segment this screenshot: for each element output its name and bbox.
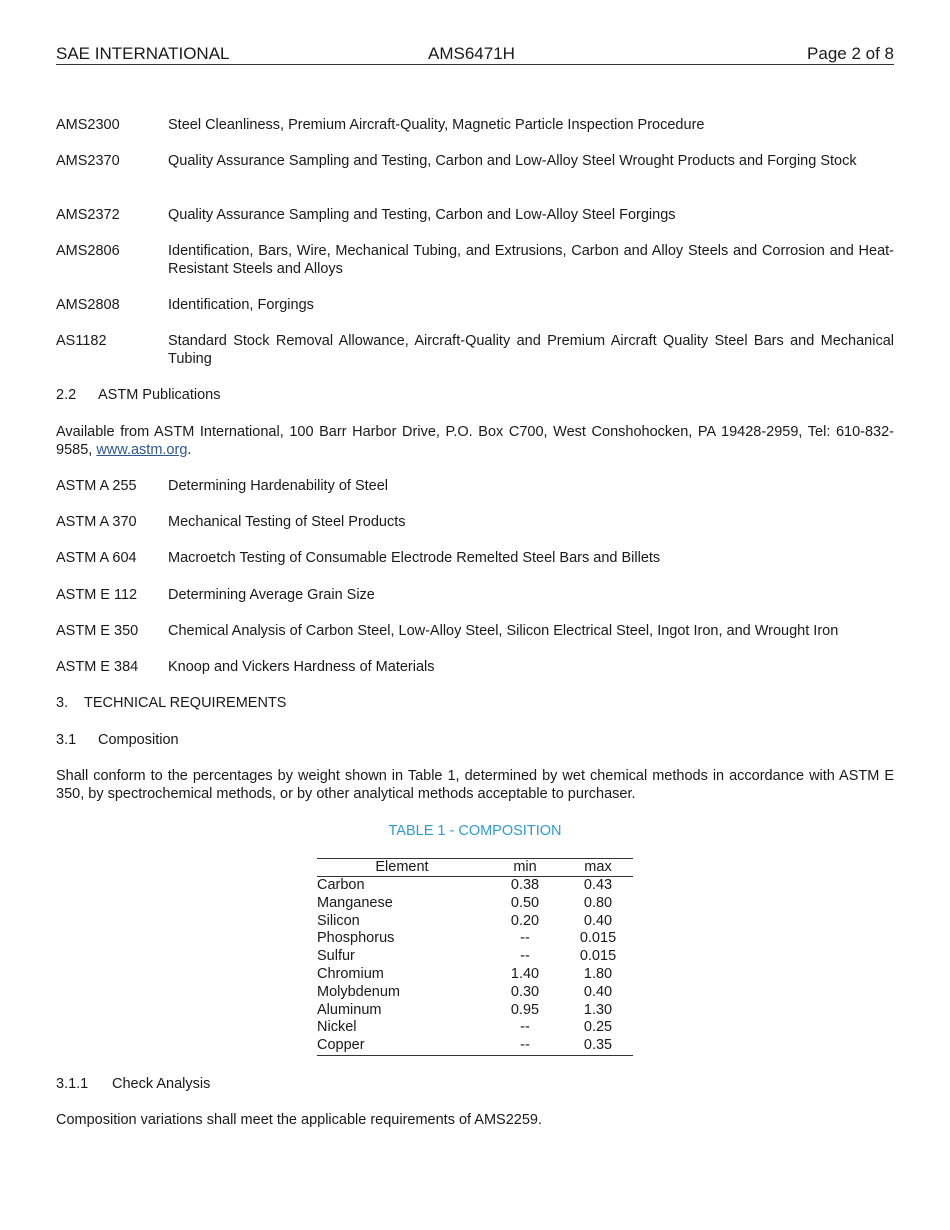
reference-description: Chemical Analysis of Carbon Steel, Low-Alloy Steel, Silicon Electrical Steel, Ingot Iron, and Wrought Iron <box>168 623 839 639</box>
cell-element: Nickel <box>317 1019 357 1036</box>
reference-code: AMS2372 <box>56 207 120 223</box>
reference-item <box>56 332 894 368</box>
section-title: Check Analysis <box>112 1076 211 1092</box>
cell-max: 0.40 <box>583 912 613 929</box>
reference-description: Knoop and Vickers Hardness of Materials <box>168 659 435 675</box>
table-row <box>317 913 633 931</box>
section-title: ASTM Publications <box>98 387 221 403</box>
reference-description: Standard Stock Removal Allowance, Aircraft-Quality and Premium Aircraft Quality Steel Bars and Mechanical Tubing <box>168 333 894 367</box>
reference-code: AS1182 <box>56 333 107 349</box>
header-doc-id: AMS6471H <box>428 44 515 63</box>
column-header-max: max <box>563 859 633 877</box>
reference-code: AMS2806 <box>56 243 120 259</box>
reference-code: AMS2808 <box>56 297 120 313</box>
section-title: TECHNICAL REQUIREMENTS <box>84 695 287 711</box>
cell-min: 0.50 <box>510 894 540 911</box>
table-row <box>317 948 633 966</box>
cell-max: 0.40 <box>583 983 613 1000</box>
column-header-element: Element <box>317 859 487 877</box>
header-page-number: Page 2 of 8 <box>807 44 894 63</box>
reference-description: Mechanical Testing of Steel Products <box>168 514 406 530</box>
cell-element: Copper <box>317 1037 487 1055</box>
reference-description: Quality Assurance Sampling and Testing, Carbon and Low-Alloy Steel Forgings <box>168 207 676 223</box>
reference-description: Determining Hardenability of Steel <box>168 478 389 494</box>
reference-description: Identification, Bars, Wire, Mechanical Tubing, and Extrusions, Carbon and Alloy Steels and Corrosion and Heat-Resistant Steels and Alloys <box>168 243 894 277</box>
reference-item <box>56 622 894 640</box>
astm-website-link[interactable]: www.astm.org <box>96 442 188 458</box>
reference-code: ASTM E 384 <box>56 659 139 675</box>
cell-element: Carbon <box>317 877 365 893</box>
reference-item <box>56 658 894 676</box>
table-row <box>317 1019 633 1037</box>
cell-max: 0.015 <box>579 948 617 965</box>
cell-min: 1.40 <box>510 965 540 982</box>
cell-min: -- <box>520 948 530 965</box>
section-heading-3-1-1 <box>56 1075 210 1093</box>
cell-max: 1.30 <box>583 1001 613 1018</box>
cell-element: Phosphorus <box>317 930 395 947</box>
cell-min: -- <box>520 1019 530 1036</box>
reference-item <box>56 549 894 567</box>
section-heading-3-1 <box>56 731 179 749</box>
table-row <box>317 930 633 948</box>
table-row <box>317 895 633 913</box>
cell-min: -- <box>520 930 530 947</box>
table-row <box>317 984 633 1002</box>
section-number: 3.1.1 <box>56 1076 89 1092</box>
table-row <box>317 1037 633 1055</box>
section-number: 3.1 <box>56 732 77 748</box>
cell-element: Sulfur <box>317 948 355 965</box>
reference-description: Quality Assurance Sampling and Testing, Carbon and Low-Alloy Steel Wrought Products and Forging Stock <box>168 153 857 169</box>
cell-min: -- <box>487 1037 563 1055</box>
section-number: 2.2 <box>56 387 77 403</box>
table-row <box>317 877 633 895</box>
reference-item <box>56 116 894 134</box>
cell-min: 0.38 <box>510 877 540 893</box>
availability-text: Available from ASTM International, 100 Barr Harbor Drive, P.O. Box C700, West Conshohocken, PA 19428-2959, Tel: 610-832-9585, <box>56 424 894 458</box>
cell-max: 0.35 <box>563 1037 633 1055</box>
availability-trailing: . <box>187 442 192 458</box>
cell-element: Aluminum <box>317 1001 382 1018</box>
cell-max: 0.80 <box>583 894 613 911</box>
composition-table <box>317 858 633 1056</box>
reference-item <box>56 477 894 495</box>
cell-max: 0.25 <box>583 1019 613 1036</box>
cell-element: Manganese <box>317 894 393 911</box>
cell-max: 1.80 <box>583 965 613 982</box>
cell-min: 0.20 <box>510 912 540 929</box>
reference-description: Steel Cleanliness, Premium Aircraft-Quality, Magnetic Particle Inspection Procedure <box>168 117 705 133</box>
column-header-min: min <box>487 859 563 877</box>
table-row <box>317 966 633 984</box>
table-header-row <box>317 859 633 877</box>
reference-description: Determining Average Grain Size <box>168 587 375 603</box>
reference-code: AMS2300 <box>56 117 120 133</box>
cell-element: Silicon <box>317 912 360 929</box>
reference-code: ASTM A 370 <box>56 514 137 530</box>
reference-item <box>56 513 894 531</box>
reference-code: ASTM A 255 <box>56 478 137 494</box>
header-org: SAE INTERNATIONAL <box>56 44 230 63</box>
cell-min: 0.30 <box>510 983 540 1000</box>
page-header <box>56 44 894 65</box>
reference-description: Macroetch Testing of Consumable Electrode Remelted Steel Bars and Billets <box>168 550 661 566</box>
reference-description: Identification, Forgings <box>168 297 314 313</box>
cell-element: Chromium <box>317 965 384 982</box>
reference-code: ASTM A 604 <box>56 550 137 566</box>
cell-max: 0.015 <box>579 930 617 947</box>
section-heading-2-2 <box>56 386 221 404</box>
reference-code: AMS2370 <box>56 153 120 169</box>
table-title: TABLE 1 - COMPOSITION <box>388 823 562 839</box>
check-analysis-paragraph: Composition variations shall meet the applicable requirements of AMS2259. <box>56 1112 543 1128</box>
section-number: 3. <box>56 695 69 711</box>
reference-item <box>56 206 894 224</box>
reference-item <box>56 296 894 314</box>
reference-item <box>56 242 894 278</box>
section-heading-3 <box>56 694 286 712</box>
astm-availability-paragraph <box>56 423 894 459</box>
reference-item <box>56 586 894 604</box>
table-row <box>317 1002 633 1020</box>
reference-item <box>56 152 894 170</box>
cell-max: 0.43 <box>583 877 613 893</box>
reference-code: ASTM E 350 <box>56 623 139 639</box>
reference-code: ASTM E 112 <box>56 587 138 603</box>
section-title: Composition <box>98 732 179 748</box>
composition-paragraph: Shall conform to the percentages by weight shown in Table 1, determined by wet chemical methods in accordance with ASTM E 350, by spectrochemical methods, or by other analytical methods acceptable to purchaser. <box>56 768 894 802</box>
cell-element: Molybdenum <box>317 983 401 1000</box>
cell-min: 0.95 <box>510 1001 540 1018</box>
